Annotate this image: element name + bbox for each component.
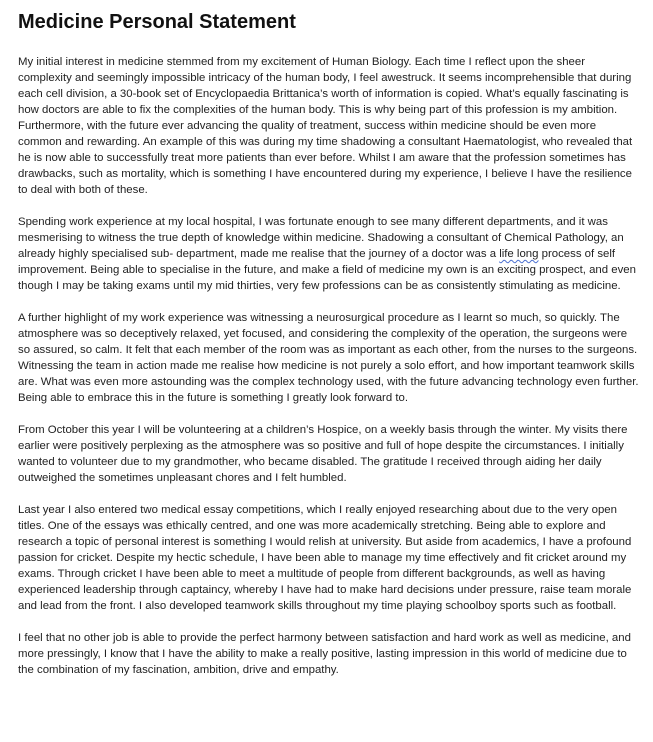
spellcheck-flagged-word[interactable]: life long	[499, 248, 539, 260]
paragraph-text-before: Spending work experience at my local hospital, I was fortunate enough to see many different departments, and it was mesmerising to witness the true depth of knowledge within medicine. Shadowing a consultant of Chemical Pathology, an already highly specialised sub- department, made me realise that the journey of a doctor was a	[18, 216, 624, 260]
paragraph-volunteering[interactable]: From October this year I will be volunteering at a children’s Hospice, on a weekly basis through the winter. My visits there earlier were positively perplexing as the atmosphere was so positive and full of hope despite the circumstances. I initially wanted to volunteer due to my grandmother, who became disabled. The gratitude I received through aiding her daily outweighed the sometimes unpleasant chores and I felt humbled.	[18, 424, 628, 484]
paragraph-extracurricular[interactable]: Last year I also entered two medical essay competitions, which I really enjoyed researching about due to the very open titles. One of the essays was ethically centred, and one was more academically stretching. Being able to explore and research a topic of personal interest is something I would relish at university. But aside from academics, I have a profound passion for cricket. Despite my hectic schedule, I have been able to manage my time effectively and fit cricket around my exams. Through cricket I have been able to meet a multitude of people from different backgrounds, as well as having experienced leadership through captaincy, whereby I have had to make hard decisions under pressure, raise team morale and lead from the front. I also developed teamwork skills throughout my time playing schoolboy sports such as football.	[18, 504, 632, 612]
document-title: Medicine Personal Statement	[18, 11, 296, 33]
paragraph-text-after: process of self improvement. Being able to specialise in the future, and make a field of medicine my own is an exciting prospect, and even though I may be taking exams until my mid thirties, very few professions can be as consistently stimulating as medicine.	[18, 248, 636, 292]
paragraph-conclusion[interactable]: I feel that no other job is able to provide the perfect harmony between satisfaction and hard work as well as medicine, and more pressingly, I know that I have the ability to make a really positive, lasting impression in this world of medicine due to the combination of my fascination, ambition, drive and empathy.	[18, 632, 631, 676]
paragraph-neurosurgery[interactable]: A further highlight of my work experience was witnessing a neurosurgical procedure as I learnt so much, so quickly. The atmosphere was so deceptively relaxed, yet focused, and considering the complexity of the operation, the surgeons were so assured, so calm. It felt that each member of the room was as important as each other, from the nurses to the surgeons. Witnessing the team in action made me realise how medicine is not purely a solo effort, and how important teamwork skills are. What was even more astounding was the complex technology used, with the future advancing technology even further. Being able to embrace this in the future is something I greatly look forward to.	[18, 312, 639, 404]
paragraph-work-experience[interactable]	[18, 214, 639, 294]
paragraph-interest[interactable]: My initial interest in medicine stemmed from my excitement of Human Biology. Each time I reflect upon the sheer complexity and seemingly impossible intricacy of the human body, I feel awestruck. It seems incomprehensible that during each cell division, a 30-book set of Encyclopaedia Brittanica’s worth of information is copied. What’s equally fascinating is how doctors are able to fix the complexities of the human body. This is why being part of this profession is my ambition. Furthermore, with the future ever advancing the quality of treatment, success within medicine should be even more common and rewarding. An example of this was during my time shadowing a consultant Haematologist, who revealed that he is now able to successfully treat more patients than ever before. Whilst I am aware that the profession sometimes has drawbacks, such as mortality, which is something I have encountered during my experience, I believe I have the resilience to deal with both of these.	[18, 56, 633, 196]
